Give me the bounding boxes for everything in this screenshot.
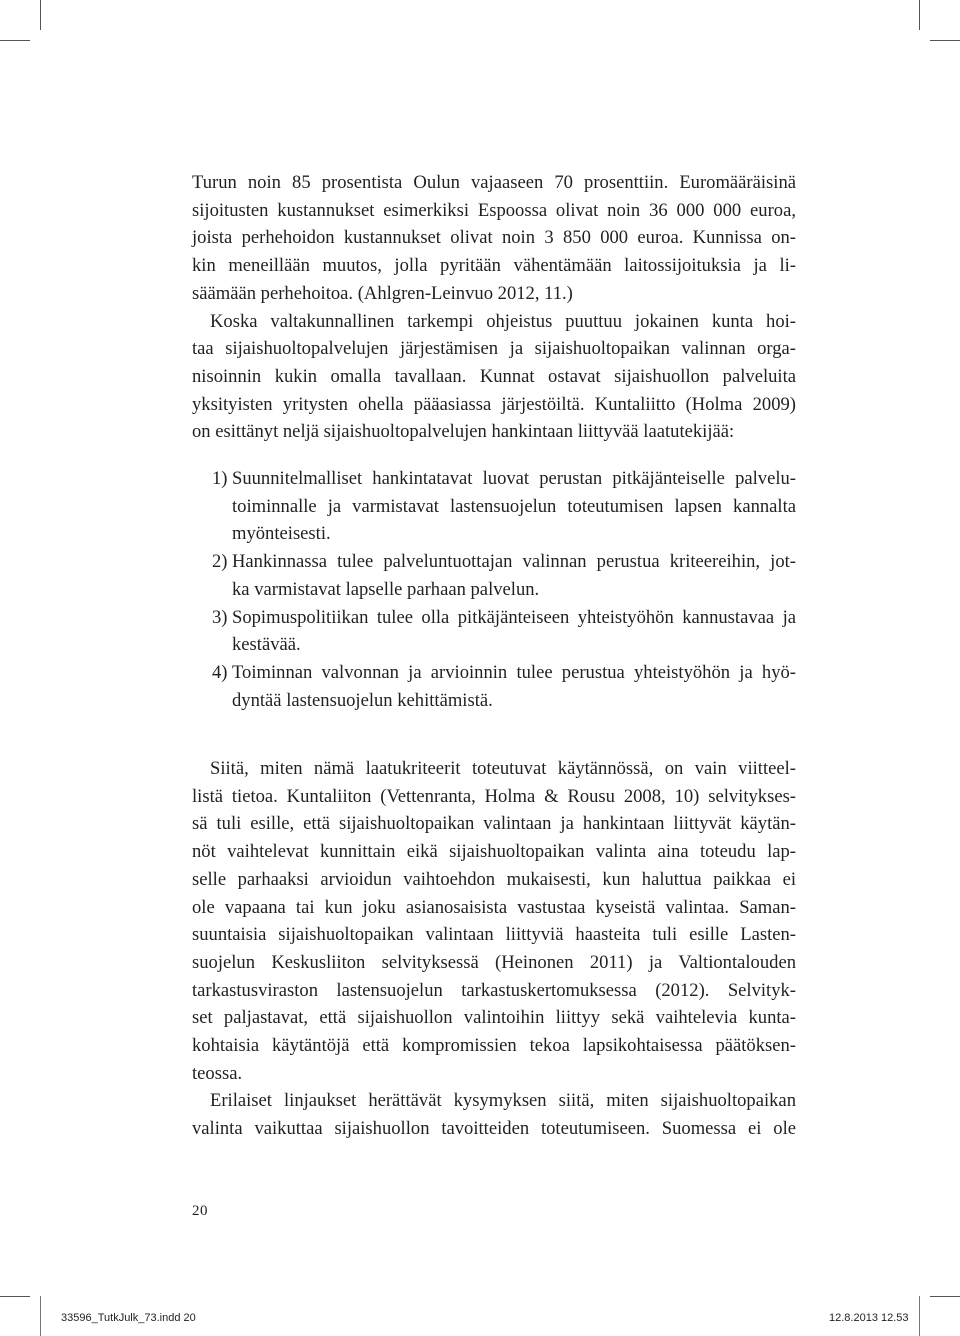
- text-line: Toiminnan valvonnan ja arvioinnin tulee perustua yhteistyöhön ja hyö-: [232, 661, 796, 683]
- text-line: yksityisten yritysten ohella pääasiassa järjestöiltä. Kuntaliitto (Holma 2009): [192, 393, 796, 415]
- page-number: 20: [192, 1203, 208, 1219]
- text-line: ole vapaana tai kun joku asianosaisista vastustaa kyseistä valintaa. Saman-: [192, 896, 796, 918]
- list-number: 2): [212, 551, 228, 573]
- paragraph-1: [192, 169, 796, 308]
- text-line: dyntää lastensuojelun kehittämistä.: [232, 689, 493, 711]
- print-slug: [0, 1296, 960, 1336]
- text-line: Sopimuspolitiikan tulee olla pitkäjänteiseen yhteistyöhön kannustavaa ja: [232, 606, 796, 628]
- list-item: [212, 659, 796, 714]
- list-number: 1): [212, 468, 228, 489]
- slug-date-time: 12.8.2013 12.53: [829, 1312, 909, 1324]
- paragraph-2: [192, 308, 796, 447]
- list-item: [212, 548, 796, 603]
- body-text-bottom: [192, 755, 796, 1143]
- text-line: kohtaisia käytäntöjä että kompromissien tekoa lapsikohtaisessa päätöksen-: [192, 1035, 796, 1057]
- slug-divider-left: [40, 1296, 41, 1336]
- text-line: ka varmistavat lapselle parhaan palvelun.: [232, 578, 540, 600]
- text-line: kestävää.: [232, 634, 301, 656]
- list-number: 4): [212, 661, 228, 683]
- text-line: Hankinnassa tulee palveluntuottajan valinnan perustua kriteereihin, jot-: [232, 551, 796, 573]
- crop-mark-top-left: [40, 0, 41, 30]
- text-line: teossa.: [192, 1062, 243, 1084]
- text-line: nisoinnin kukin omalla tavallaan. Kunnat ostavat sijaishuollon palveluita: [192, 365, 796, 387]
- text-line: myönteisesti.: [232, 523, 331, 545]
- text-line: Turun noin 85 prosentista Oulun vajaaseen 70 prosenttiin. Euromääräisinä: [192, 172, 796, 193]
- paragraph-3: [192, 755, 796, 1087]
- text-line: suuntaisia sijaishuoltopaikan valintaan liittyviä haasteita tuli esille Lasten-: [192, 924, 796, 946]
- slug-file-name: 33596_TutkJulk_73.indd 20: [61, 1312, 196, 1324]
- crop-mark-right-top: [930, 40, 960, 41]
- text-line: Suunnitelmalliset hankintatavat luovat perustan pitkäjänteiselle palvelu-: [232, 468, 796, 489]
- text-line: valinta vaikuttaa sijaishuollon tavoitteiden toteutumiseen. Suomessa ei ole: [192, 1118, 796, 1140]
- text-line: listä tietoa. Kuntaliiton (Vettenranta, Holma & Rousu 2008, 10) selvitykses-: [192, 785, 796, 807]
- text-line: Erilaiset linjaukset herättävät kysymyksen siitä, miten sijaishuoltopaikan: [210, 1090, 796, 1112]
- text-line: sä tuli esille, että sijaishuoltopaikan valintaan ja hankintaan liittyvät käytän-: [192, 813, 796, 835]
- text-line: nöt vaihtelevat kunnittain eikä sijaishuoltopaikan valinta aina toteudu lap-: [192, 841, 796, 863]
- paragraph-4: [192, 1087, 796, 1142]
- quality-factors-list: [212, 465, 796, 714]
- text-line: säämään perhehoitoa. (Ahlgren-Leinvuo 2012, 11.): [192, 282, 573, 304]
- crop-mark-left-top: [0, 40, 30, 41]
- crop-mark-top-right: [919, 0, 920, 30]
- text-line: suojelun Keskusliiton selvityksessä (Heinonen 2011) ja Valtiontalouden: [192, 951, 796, 973]
- list-number: 3): [212, 606, 228, 628]
- text-line: Siitä, miten nämä laatukriteerit toteutuvat käytännössä, on vain viitteel-: [210, 758, 796, 779]
- text-line: toiminnalle ja varmistavat lastensuojelun toteutumisen lapsen kannalta: [232, 495, 796, 517]
- text-line: joista perhehoidon kustannukset olivat noin 3 850 000 euroa. Kunnissa on-: [192, 227, 796, 249]
- slug-divider-right: [919, 1296, 920, 1336]
- text-line: on esittänyt neljä sijaishuoltopalvelujen hankintaan liittyvää laatutekijää:: [192, 421, 735, 443]
- list-item: [212, 465, 796, 548]
- text-line: sijoitusten kustannukset esimerkiksi Espoossa olivat noin 36 000 000 euroa,: [192, 199, 796, 221]
- body-text-top: [192, 169, 796, 446]
- text-line: tarkastusviraston lastensuojelun tarkastuskertomuksessa (2012). Selvityk-: [192, 979, 796, 1001]
- text-line: taa sijaishuoltopalvelujen järjestämisen ja sijaishuoltopaikan valinnan orga-: [192, 338, 796, 360]
- text-line: kin meneillään muutos, jolla pyritään vähentämään laitossijoituksia ja li-: [192, 255, 796, 277]
- text-line: Koska valtakunnallinen tarkempi ohjeistus puuttuu jokainen kunta hoi-: [210, 310, 796, 332]
- list-item: [212, 604, 796, 659]
- text-line: selle parhaaksi arvioidun vaihtoehdon mukaisesti, kun haluttua paikkaa ei: [192, 868, 796, 890]
- text-line: set paljastavat, että sijaishuollon valintoihin liittyy sekä vaihtelevia kunta-: [192, 1007, 796, 1029]
